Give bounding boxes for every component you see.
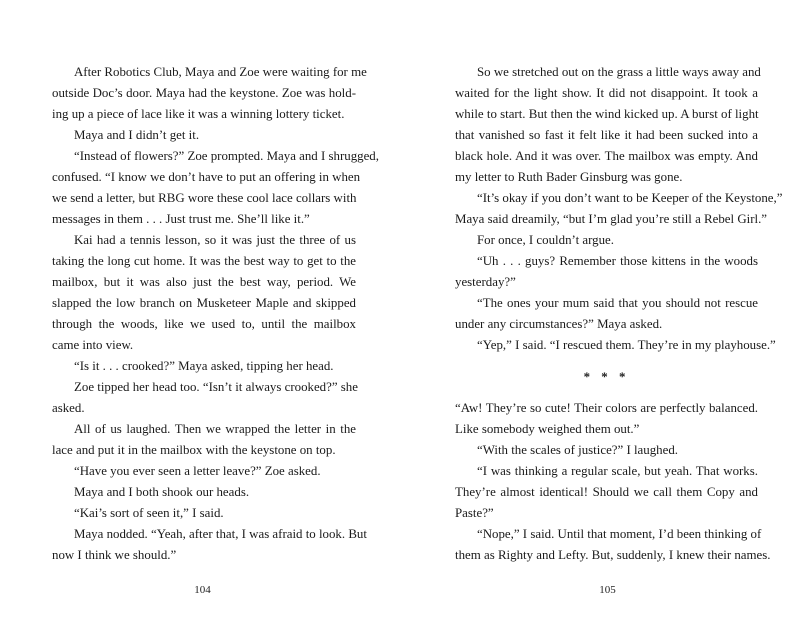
text-line: Zoe tipped her head too. “Isn’t it always crooked?” she (74, 380, 358, 394)
text-line: Maya and I didn’t get it. (74, 128, 200, 142)
text-line: messages in them . . . Just trust me. She’ll like it.” (52, 212, 310, 226)
text-line: Like somebody weighed them out.” (455, 422, 640, 436)
page-number: 105 (599, 584, 616, 596)
text-line: waited for the light show. It did not disappoint. It took a (455, 86, 758, 100)
text-line: Maya nodded. “Yeah, after that, I was afraid to look. But (74, 527, 367, 541)
text-line: black hole. And it was over. The mailbox was empty. And (455, 149, 758, 163)
text-line: Maya and I both shook our heads. (74, 485, 250, 499)
text-line: So we stretched out on the grass a little ways away and (477, 65, 761, 79)
text-line: “Aw! They’re so cute! Their colors are perfectly balanced. (455, 401, 758, 415)
text-line: confused. “I know we don’t have to put an offering in when (52, 170, 361, 184)
left-page-text (52, 62, 379, 566)
text-line: Maya said dreamily, “but I’m glad you’re still a Rebel Girl.” (455, 212, 768, 226)
text-line: under any circumstances?” Maya asked. (455, 317, 663, 331)
text-line: For once, I couldn’t argue. (477, 233, 614, 247)
text-line: through the woods, like we used to, until the mailbox (52, 317, 356, 331)
text-line: yesterday?” (455, 275, 516, 289)
text-line: asked. (52, 401, 85, 415)
text-line: “Have you ever seen a letter leave?” Zoe asked. (74, 464, 321, 478)
text-line: “I was thinking a regular scale, but yeah. That works. (477, 464, 758, 478)
text-line: my letter to Ruth Bader Ginsburg was gone. (455, 170, 683, 184)
text-line: “With the scales of justice?” I laughed. (477, 443, 678, 457)
text-line: came into view. (52, 338, 134, 352)
text-line: “Uh . . . guys? Remember those kittens in the woods (477, 254, 758, 268)
text-line: “Kai’s sort of seen it,” I said. (74, 506, 224, 520)
text-line: now I think we should.” (52, 548, 177, 562)
right-page (405, 0, 810, 622)
text-line: mailbox, but it was also just the best way, period. We (52, 275, 356, 289)
page-number: 104 (194, 584, 211, 596)
right-page-text (455, 62, 783, 566)
text-line: They’re almost identical! Should we call them Copy and (455, 485, 758, 499)
text-line: we send a letter, but RBG wore these cool lace collars with (52, 191, 357, 205)
text-line: that vanished so fast it felt like it had been sucked into a (455, 128, 758, 142)
text-line: “Instead of flowers?” Zoe prompted. Maya and I shrugged, (74, 149, 379, 163)
text-line: outside Doc’s door. Maya had the keystone. Zoe was hold- (52, 86, 356, 100)
text-line: Paste?” (455, 506, 494, 520)
text-line: “The ones your mum said that you should not rescue (477, 296, 758, 310)
text-line: “Nope,” I said. Until that moment, I’d been thinking of (477, 527, 762, 541)
text-line: “It’s okay if you don’t want to be Keeper of the Keystone,” (477, 191, 783, 205)
text-line: “Yep,” I said. “I rescued them. They’re in my playhouse.” (477, 338, 776, 352)
text-line: All of us laughed. Then we wrapped the letter in the (74, 422, 356, 436)
text-line: Kai had a tennis lesson, so it was just the three of us (74, 233, 356, 247)
section-break: * * * (583, 370, 630, 384)
text-line: slapped the low branch on Musketeer Maple and skipped (52, 296, 356, 310)
text-line: ing up a piece of lace like it was a winning lottery ticket. (52, 107, 345, 121)
text-line: After Robotics Club, Maya and Zoe were waiting for me (74, 65, 367, 79)
text-line: while to start. But then the wind kicked up. A burst of light (455, 107, 759, 121)
text-line: them as Righty and Lefty. But, suddenly, I knew their names. (455, 548, 771, 562)
text-line: “Is it . . . crooked?” Maya asked, tipping her head. (74, 359, 334, 373)
text-line: taking the long cut home. It was the best way to get to the (52, 254, 356, 268)
text-line: lace and put it in the mailbox with the keystone on top. (52, 443, 336, 457)
